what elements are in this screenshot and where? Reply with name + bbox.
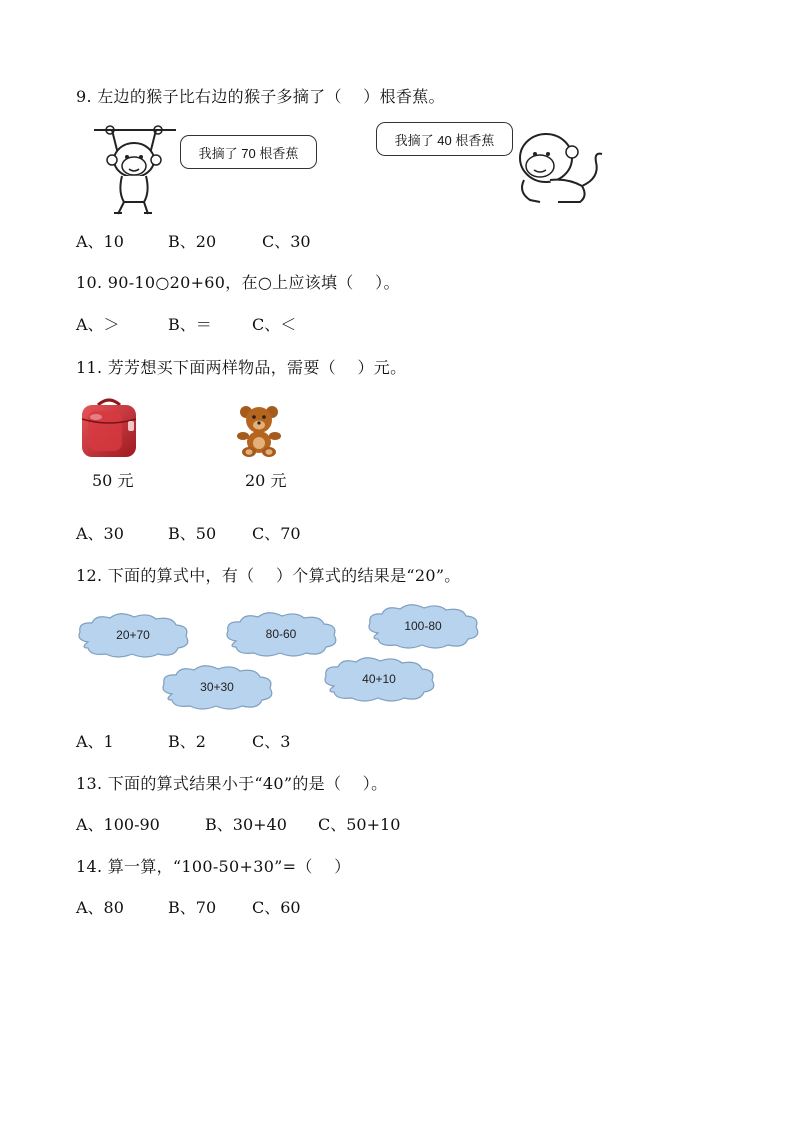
cloud-expression-3	[364, 603, 482, 649]
teddy-bear-price: 20 元	[245, 471, 287, 490]
q10-option-c[interactable]: C、＜	[252, 315, 297, 334]
teddy-bear-icon	[236, 404, 282, 458]
backpack-icon	[76, 397, 142, 459]
q13-option-c[interactable]: C、50+10	[318, 815, 401, 834]
q14-option-b[interactable]: B、70	[168, 898, 217, 917]
cloud-expression-5	[320, 656, 438, 702]
q11-option-a[interactable]: A、30	[76, 524, 124, 543]
q12-option-c[interactable]: C、3	[252, 732, 291, 751]
cloud-label: 30+30	[200, 680, 234, 694]
q12-option-a[interactable]: A、1	[76, 732, 114, 751]
monkey-left-icon	[90, 124, 180, 216]
backpack-price: 50 元	[92, 471, 134, 490]
right-speech-bubble: 我摘了 40 根香蕉	[376, 122, 513, 156]
q12-option-b[interactable]: B、2	[168, 732, 206, 751]
question-9-text: 9. 左边的猴子比右边的猴子多摘了（ ）根香蕉。	[76, 87, 445, 106]
q10-option-a[interactable]: A、＞	[76, 315, 120, 334]
cloud-expression-2	[222, 611, 340, 657]
question-14-text: 14. 算一算，“100-50+30”=（ ）	[76, 857, 351, 876]
monkey-right-icon	[510, 122, 610, 206]
q13-option-a[interactable]: A、100-90	[76, 815, 160, 834]
q9-option-a[interactable]: A、10	[76, 232, 124, 251]
q14-option-c[interactable]: C、60	[252, 898, 301, 917]
cloud-expression-1	[74, 612, 192, 658]
q11-option-b[interactable]: B、50	[168, 524, 217, 543]
question-13-text: 13. 下面的算式结果小于“40”的是（ ）。	[76, 774, 388, 793]
q13-option-b[interactable]: B、30+40	[205, 815, 287, 834]
q11-option-c[interactable]: C、70	[252, 524, 301, 543]
cloud-label: 40+10	[362, 672, 396, 686]
question-12-text: 12. 下面的算式中，有（ ）个算式的结果是“20”。	[76, 566, 461, 585]
cloud-label: 80-60	[265, 627, 297, 641]
q9-option-c[interactable]: C、30	[262, 232, 311, 251]
q10-option-b[interactable]: B、＝	[168, 315, 212, 334]
question-11-text: 11. 芳芳想买下面两样物品，需要（ ）元。	[76, 358, 407, 377]
left-speech-bubble: 我摘了 70 根香蕉	[180, 135, 317, 169]
question-10-text: 10. 90-10○20+60，在○上应该填（ ）。	[76, 273, 400, 292]
cloud-expression-4	[158, 664, 276, 710]
q9-option-b[interactable]: B、20	[168, 232, 217, 251]
cloud-label: 100-80	[404, 619, 442, 633]
q14-option-a[interactable]: A、80	[76, 898, 124, 917]
cloud-label: 20+70	[116, 628, 150, 642]
